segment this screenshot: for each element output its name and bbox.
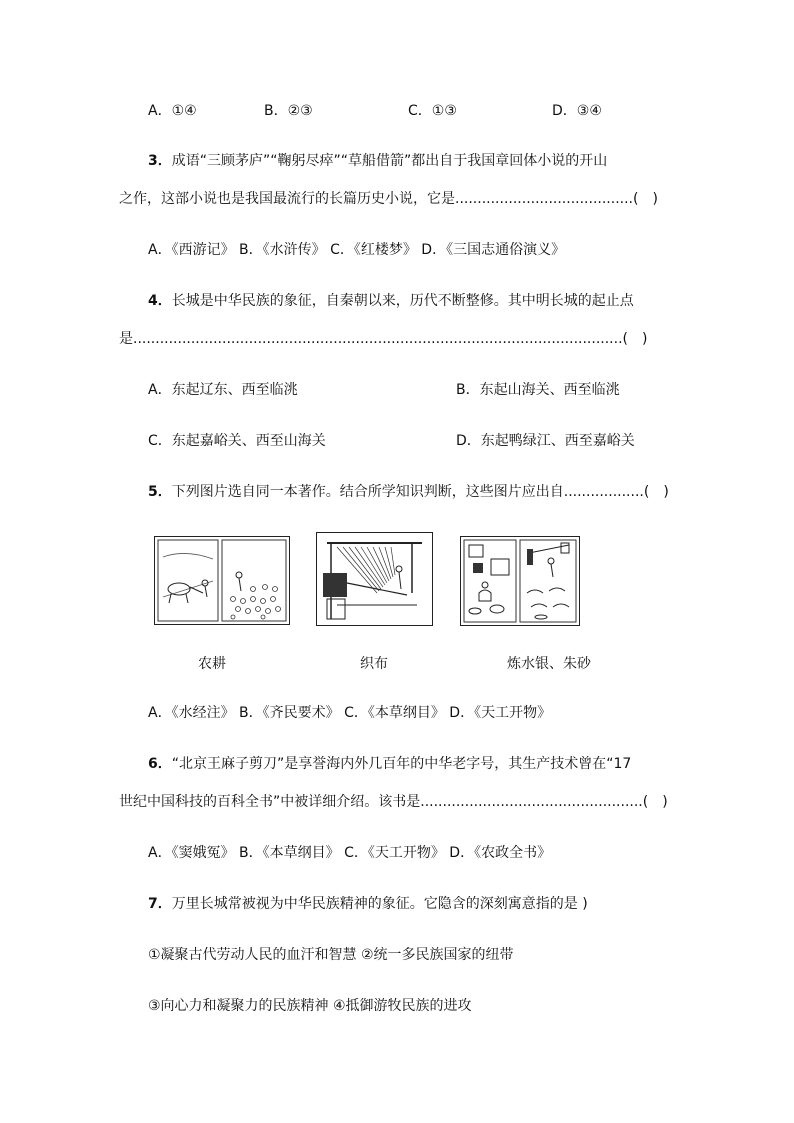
q4-option-c: C．东起嘉峪关、西至山海关 [148,433,326,449]
q4-option-d: D．东起鸭绿江、西至嘉峪关 [456,433,635,449]
q7-text-line1: 万里长城常被视为中华民族精神的象征。它隐含的深刻寓意指的是 ) [171,896,588,912]
weaving-illustration [316,532,433,626]
q4-number: 4． [148,293,172,309]
q4-stem-line2: 是..............................................................................................................( ) [119,331,648,347]
q4-stem-line1 [148,292,634,310]
caption-mercury-cinnabar: 炼水银、朱砂 [507,656,591,672]
q3-stem-line2: 之作，这部小说也是我国最流行的长篇历史小说，它是........................................( ) [119,191,658,207]
q5-stem-line1 [148,483,669,501]
q2-option-c: C．①③ [408,103,457,119]
q7-items-line2: ③向心力和凝聚力的民族精神 ④抵御游牧民族的进攻 [148,998,472,1014]
q4-text-line1: 长城是中华民族的象征，自秦朝以来，历代不断整修。其中明长城的起止点 [171,293,634,309]
q6-number: 6． [148,756,172,772]
q7-stem-line1 [148,895,588,913]
q6-text-line1: “北京王麻子剪刀”是享誉海内外几百年的中华老字号，其生产技术曾在“17 [171,756,632,772]
q5-text-line1: 下列图片选自同一本著作。结合所学知识判断，这些图片应出自..................( ) [171,484,669,500]
q6-stem-line2: 世纪中国科技的百科全书”中被详细介绍。该书是..................................................( ) [119,794,668,810]
q5-number: 5． [148,484,172,500]
mercury-cinnabar-illustration [460,536,580,626]
farming-illustration [154,536,290,625]
q4-option-b: B．东起山海关、西至临洮 [456,382,620,398]
q2-option-d: D．③④ [552,103,602,119]
q4-option-a: A．东起辽东、西至临洮 [148,382,298,398]
q6-options: A．《窦娥冤》 B．《本草纲目》 C．《天工开物》 D．《农政全书》 [148,845,552,861]
q6-stem-line1 [148,755,631,773]
q3-number: 3． [148,153,172,169]
q7-items-line1: ①凝聚古代劳动人民的血汗和智慧 ②统一多民族国家的纽带 [148,947,514,963]
q3-options: A．《西游记》 B．《水浒传》 C．《红楼梦》 D．《三国志通俗演义》 [148,242,566,258]
q7-number: 7． [148,896,172,912]
caption-farming: 农耕 [198,656,226,672]
caption-weaving: 织布 [360,656,388,672]
q3-text-line1: 成语“三顾茅庐”“鞠躬尽瘁”“草船借箭”都出自于我国章回体小说的开山 [171,153,608,169]
q3-stem-line1 [148,152,607,170]
q2-option-a: A．①④ [148,103,197,119]
q2-option-b: B．②③ [264,103,313,119]
q5-options: A．《水经注》 B．《齐民要术》 C．《本草纲目》 D．《天工开物》 [148,705,552,721]
